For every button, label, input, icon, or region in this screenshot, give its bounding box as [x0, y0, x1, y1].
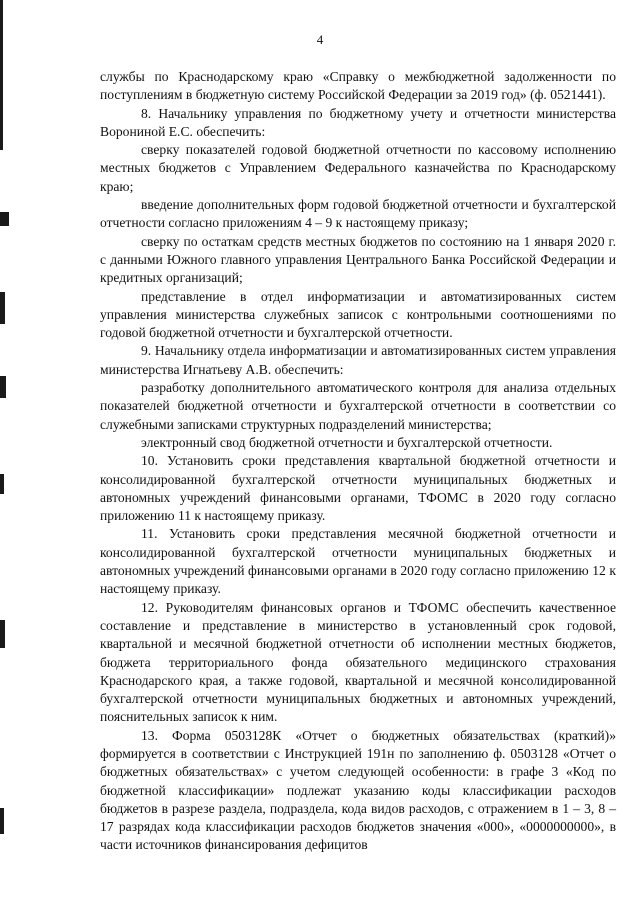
paragraph: сверку по остаткам средств местных бюджетов по состоянию на 1 января 2020 г. с данными Южного главного управления Центрального Банка Российской Федерации и кредитных организаций;	[100, 233, 616, 286]
page-number: 4	[316, 32, 324, 47]
scan-edge-mark	[0, 0, 3, 150]
paragraph: 11. Установить сроки представления месячной бюджетной отчетности и консолидированной бухгалтерской отчетности муниципальных бюджетных и автономных учреждений финансовыми органами в 2020 году согласно приложению 12 к настоящему приказу.	[100, 526, 616, 597]
document-body	[100, 68, 616, 855]
paragraph: сверку показателей годовой бюджетной отчетности по кассовому исполнению местных бюджетов с Управлением Федерального казначейства по Краснодарскому краю;	[100, 142, 616, 194]
paragraph: 9. Начальнику отдела информатизации и автоматизированных систем управления министерства Игнатьеву А.В. обеспечить:	[100, 343, 616, 377]
scan-edge-mark	[0, 292, 5, 324]
paragraph: 10. Установить сроки представления квартальной бюджетной отчетности и консолидированной бухгалтерской отчетности муниципальных бюджетных и автономных учреждений финансовыми органами, ТФОМС в 2020 году согласно приложению 11 к настоящему приказу.	[100, 453, 616, 524]
scan-edge-mark	[0, 376, 6, 398]
paragraph: 13. Форма 0503128К «Отчет о бюджетных обязательствах (краткий)» формируется в соответствии с Инструкцией 191н по заполнению ф. 0503128 «Отчет о бюджетных обязательствах» с учетом следующей особенности: в графе 3 «Код по бюджетной классификации» подлежат указанию коды классификации расходов бюджетов в разрезе раздела, подраздела, кода видов расходов, с отражением в 1 – 3, 8 – 17 разрядах кода классификации расходов бюджетов значения «000», «0000000000», в части источников финансирования дефицитов	[100, 727, 616, 853]
paragraph: службы по Краснодарскому краю «Справку о межбюджетной задолженности по поступлениям в бюджетную систему Российской Федерации за 2019 год» (ф. 0521441).	[100, 69, 616, 103]
paragraph: введение дополнительных форм годовой бюджетной отчетности и бухгалтерской отчетности согласно приложениям 4 – 9 к настоящему приказу;	[100, 197, 616, 231]
scan-edge-mark	[0, 474, 4, 494]
scan-edge-mark	[0, 808, 4, 834]
paragraph: представление в отдел информатизации и автоматизированных систем управления министерства служебных записок с контрольными соотношениями по годовой бюджетной отчетности и бухгалтерской отчетности.	[100, 288, 616, 341]
scan-edge-mark	[0, 212, 9, 226]
scan-edge-mark	[0, 620, 5, 648]
paragraph: разработку дополнительного автоматического контроля для анализа отдельных показателей бюджетной отчетности и бухгалтерской отчетности в соответствии со служебными записками структурных подразделений министерства;	[100, 380, 616, 432]
paragraph: 8. Начальнику управления по бюджетному учету и отчетности министерства Ворониной Е.С. обеспечить:	[100, 105, 616, 139]
paragraph: 12. Руководителям финансовых органов и ТФОМС обеспечить качественное составление и представление в министерство в установленный срок годовой, квартальной и месячной бюджетной отчетности об исполнении местных бюджетов, бюджета территориального фонда обязательного медицинского страхования Краснодарского края, а также годовой, квартальной и месячной консолидированной бухгалтерской отчетности муниципальных бюджетных и автономных учреждений, пояснительных записок к ним.	[100, 599, 616, 725]
paragraph: электронный свод бюджетной отчетности и бухгалтерской отчетности.	[141, 434, 553, 450]
